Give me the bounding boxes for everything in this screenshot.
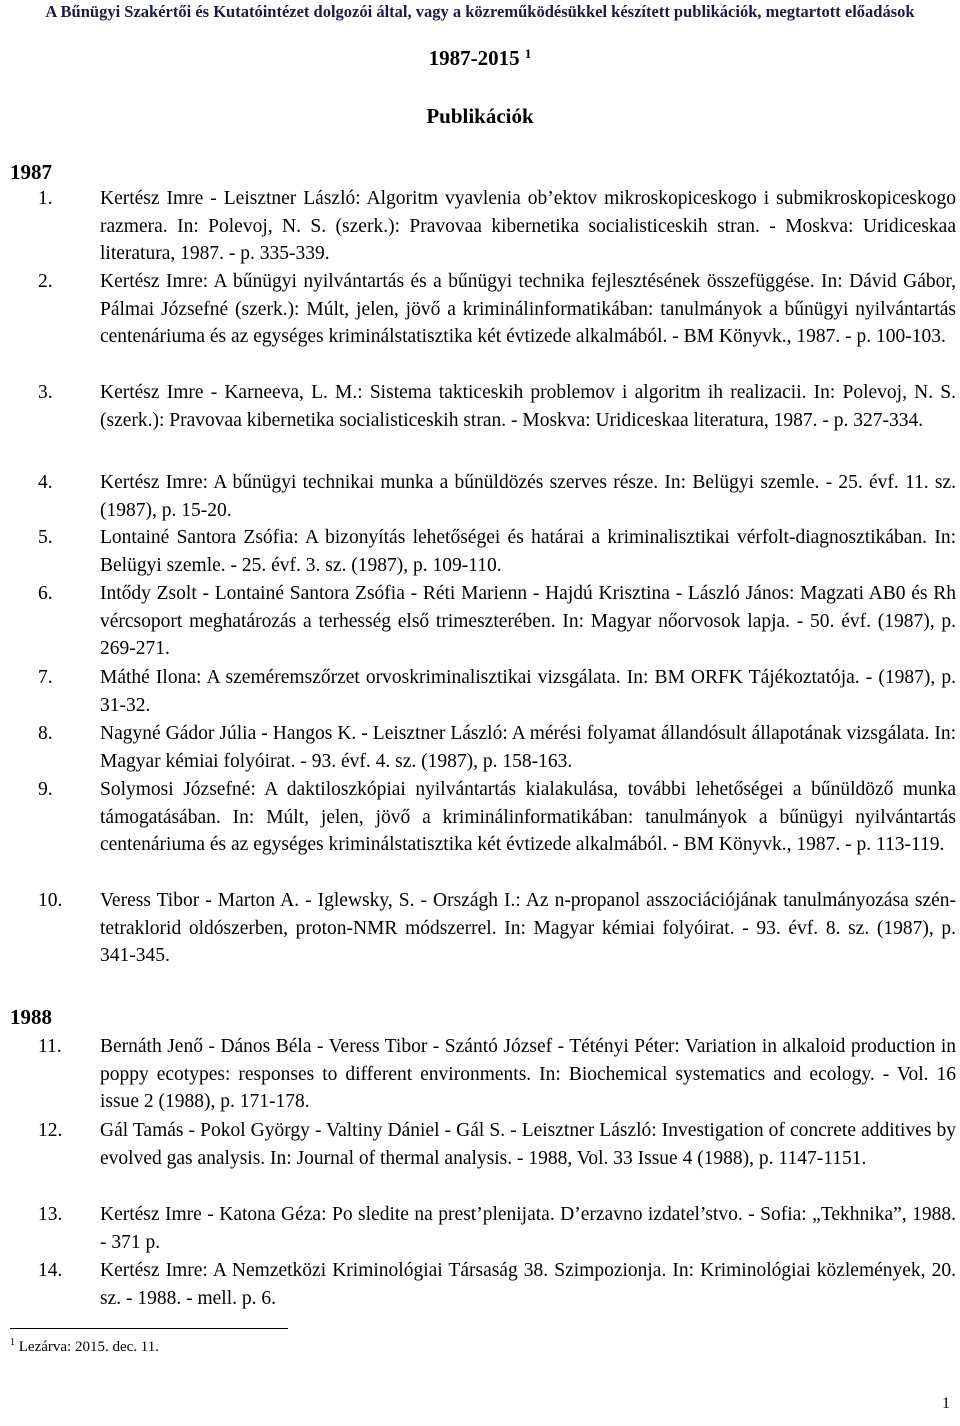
section-title: Publikációk bbox=[426, 104, 534, 128]
publication-entry bbox=[38, 524, 956, 579]
entry-number: 6. bbox=[38, 583, 53, 604]
publication-entry bbox=[38, 664, 956, 719]
entry-number: 7. bbox=[38, 667, 53, 688]
entry-text: Bernáth Jenő - Dános Béla - Veress Tibor - Szántó József - Tétényi Péter: Variation in alkaloid production in poppy ecotypes: responses to different environments. In: Biochemical systematics and ecology. - Vol. 16 issue 2 (1988), p. 171-178. bbox=[100, 1036, 956, 1113]
entry-text: Kertész Imre: A bűnügyi nyilvántartás és a bűnügyi technika fejlesztésének összefüggése. In: Dávid Gábor, Pálmai Józsefné (szerk.): Múlt, jelen, jövő a kriminálinformatikában: tanulmányok a bűnügyi nyilvántartás centenáriuma és az egységes kriminálstatisztika két évtizede alkalmából. - BM Könyvk., 1987. - p. 100-103. bbox=[100, 271, 956, 348]
entry-text: Solymosi Józsefné: A daktiloszkópiai nyilvántartás kialakulása, további lehetőségei a bűnüldöző munka támogatásában. In: Múlt, jelen, jövő a kriminálinformatikában: tanulmányok a bűnügyi nyilvántartás centenáriuma és az egységes kriminálstatisztika két évtizede alkalmából. - BM Könyvk., 1987. - p. 113-119. bbox=[100, 779, 956, 856]
entry-number: 8. bbox=[38, 723, 53, 744]
year-heading-1987: 1987 bbox=[10, 160, 52, 184]
footnote-marker: 1 bbox=[10, 1337, 15, 1348]
entry-number: 12. bbox=[38, 1120, 63, 1141]
entry-number: 1. bbox=[38, 188, 53, 209]
publication-entry bbox=[38, 1201, 956, 1256]
page-header: A Bűnügyi Szakértői és Kutatóintézet dolgozói által, vagy a közreműködésükkel készített publikációk, megtartott előadások bbox=[45, 2, 915, 21]
year-heading-1988: 1988 bbox=[10, 1005, 52, 1029]
title-years: 1987-2015 bbox=[428, 46, 520, 70]
entry-text: Kertész Imre: A Nemzetközi Kriminológiai Társaság 38. Szimpozionja. In: Kriminológiai közlemények, 20. sz. - 1988. - mell. p. 6. bbox=[100, 1260, 956, 1309]
publication-entry bbox=[38, 1257, 956, 1312]
entry-text: Kertész Imre - Katona Géza: Po sledite na prest’plenijata. D’erzavno izdatel’stvo. - Sofia: „Tekhnika”, 1988. - 371 p. bbox=[100, 1204, 956, 1253]
entry-number: 13. bbox=[38, 1204, 63, 1225]
entry-text: Kertész Imre: A bűnügyi technikai munka a bűnüldözés szerves része. In: Belügyi szemle. - 25. évf. 11. sz. (1987), p. 15-20. bbox=[100, 472, 956, 521]
publication-entry bbox=[38, 1033, 956, 1116]
entry-number: 3. bbox=[38, 382, 53, 403]
publication-entry bbox=[38, 1117, 956, 1172]
entry-text: Kertész Imre - Karneeva, L. M.: Sistema takticeskih problemov i algoritm ih realizacii. In: Polevoj, N. S. (szerk.): Pravovaa kibernetika socialisticeskih stran. - Moskva: Uridiceskaa literatura, 1987. - p. 327-334. bbox=[100, 382, 956, 431]
publication-entry bbox=[38, 887, 956, 970]
publication-entry bbox=[38, 580, 956, 663]
document-title bbox=[0, 46, 960, 71]
entry-number: 2. bbox=[38, 271, 53, 292]
entry-number: 10. bbox=[38, 890, 63, 911]
entry-text: Máthé Ilona: A szeméremszőrzet orvoskriminalisztikai vizsgálata. In: BM ORFK Tájékoztatója. - (1987), p. 31-32. bbox=[100, 667, 956, 716]
footnote bbox=[10, 1337, 159, 1356]
entry-text: Kertész Imre - Leisztner László: Algoritm vyavlenia ob’ektov mikroskopiceskogo i submikroskopiceskogo razmera. In: Polevoj, N. S. (szerk.): Pravovaa kibernetika socialisticeskih stran. - Moskva: Uridiceskaa literatura, 1987. - p. 335-339. bbox=[100, 188, 956, 265]
entry-number: 5. bbox=[38, 527, 53, 548]
entry-text: Lontainé Santora Zsófia: A bizonyítás lehetőségei és határai a kriminalisztikai vérfolt-diagnosztikában. In: Belügyi szemle. - 25. évf. 3. sz. (1987), p. 109-110. bbox=[100, 527, 956, 576]
page-number: 1 bbox=[942, 1395, 950, 1412]
footnote-text: Lezárva: 2015. dec. 11. bbox=[18, 1339, 159, 1355]
publication-entry bbox=[38, 720, 956, 775]
entry-number: 4. bbox=[38, 472, 53, 493]
footnote-separator bbox=[10, 1328, 288, 1329]
footnote-reference: 1 bbox=[524, 46, 532, 61]
publication-entry bbox=[38, 379, 956, 434]
publication-entry bbox=[38, 469, 956, 524]
entry-number: 14. bbox=[38, 1260, 63, 1281]
publication-entry bbox=[38, 268, 956, 351]
entry-text: Intődy Zsolt - Lontainé Santora Zsófia - Réti Marienn - Hajdú Krisztina - László János: Magzati AB0 és Rh vércsoport meghatározás a terhesség első trimeszterében. In: Magyar nőorvosok lapja. - 50. évf. (1987), p. 269-271. bbox=[100, 583, 956, 660]
publication-entry bbox=[38, 776, 956, 859]
entry-number: 9. bbox=[38, 779, 53, 800]
entry-text: Veress Tibor - Marton A. - Iglewsky, S. - Országh I.: Az n-propanol asszociációjának tanulmányozása szén-tetraklorid oldószerben, proton-NMR módszerrel. In: Magyar kémiai folyóirat. - 93. évf. 8. sz. (1987), p. 341-345. bbox=[100, 890, 956, 967]
entry-number: 11. bbox=[38, 1036, 62, 1057]
entry-text: Nagyné Gádor Júlia - Hangos K. - Leisztner László: A mérési folyamat állandósult állapotának vizsgálata. In: Magyar kémiai folyóirat. - 93. évf. 4. sz. (1987), p. 158-163. bbox=[100, 723, 956, 772]
entry-text: Gál Tamás - Pokol György - Valtiny Dániel - Gál S. - Leisztner László: Investigation of concrete additives by evolved gas analysis. In: Journal of thermal analysis. - 1988, Vol. 33 Issue 4 (1988), p. 1147-1151. bbox=[100, 1120, 956, 1169]
publication-entry bbox=[38, 185, 956, 268]
